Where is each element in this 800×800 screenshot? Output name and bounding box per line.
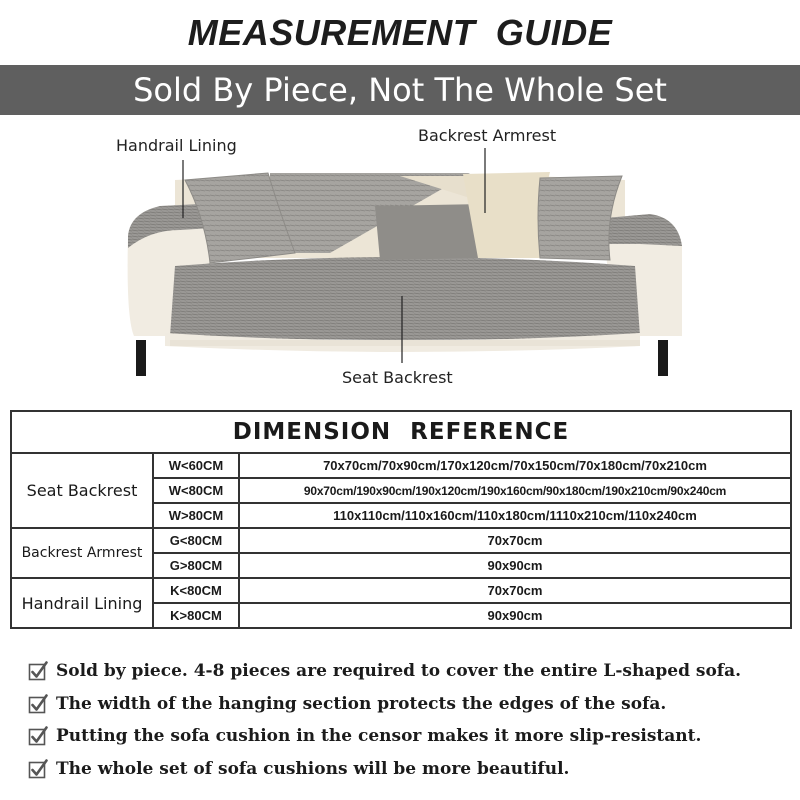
- list-item: [28, 688, 788, 721]
- group-seat-backrest: Seat Backrest: [11, 453, 153, 528]
- label-handrail-lining: Handrail Lining: [116, 136, 237, 155]
- table-row: [11, 578, 791, 603]
- condition-cell: W<80CM: [153, 478, 239, 503]
- condition-cell: W>80CM: [153, 503, 239, 528]
- sizes-cell: 90x90cm: [239, 553, 791, 578]
- condition-cell: G<80CM: [153, 528, 239, 553]
- sizes-cell: 110x110cm/110x160cm/110x180cm/1110x210cm/110x240cm: [239, 503, 791, 528]
- sizes-cell: 70x70cm: [239, 528, 791, 553]
- list-item: [28, 655, 788, 688]
- sofa-illustration: [0, 118, 800, 398]
- group-backrest-armrest: Backrest Armrest: [11, 528, 153, 578]
- label-seat-backrest: Seat Backrest: [342, 368, 453, 387]
- notes-list: [28, 655, 788, 785]
- sizes-cell: 90x90cm: [239, 603, 791, 628]
- page-title: MEASUREMENT GUIDE: [187, 12, 613, 53]
- label-backrest-armrest: Backrest Armrest: [418, 126, 557, 145]
- sizes-cell: 90x70cm/190x90cm/190x120cm/190x160cm/90x180cm/190x210cm/90x240cm: [239, 478, 791, 503]
- check-box-icon: [28, 726, 48, 746]
- note-text: The whole set of sofa cushions will be more beautiful.: [56, 758, 570, 779]
- note-text: Sold by piece. 4-8 pieces are required to cover the entire L-shaped sofa.: [56, 661, 742, 682]
- check-box-icon: [28, 759, 48, 779]
- list-item: [28, 720, 788, 753]
- condition-cell: K>80CM: [153, 603, 239, 628]
- note-text: The width of the hanging section protects the edges of the sofa.: [56, 693, 667, 714]
- list-item: [28, 753, 788, 786]
- check-box-icon: [28, 694, 48, 714]
- sofa-diagram: [0, 118, 800, 398]
- note-text: Putting the sofa cushion in the censor makes it more slip-resistant.: [56, 726, 702, 747]
- dimension-table: [10, 410, 792, 629]
- condition-cell: K<80CM: [153, 578, 239, 603]
- check-box-icon: [28, 661, 48, 681]
- condition-cell: W<60CM: [153, 453, 239, 478]
- sizes-cell: 70x70cm/70x90cm/170x120cm/70x150cm/70x180cm/70x210cm: [239, 453, 791, 478]
- condition-cell: G>80CM: [153, 553, 239, 578]
- table-row: [11, 528, 791, 553]
- table-row: [11, 453, 791, 478]
- sizes-cell: 70x70cm: [239, 578, 791, 603]
- table-heading: DIMENSION REFERENCE: [11, 411, 791, 453]
- group-handrail-lining: Handrail Lining: [11, 578, 153, 628]
- banner: Sold By Piece, Not The Whole Set: [0, 65, 800, 115]
